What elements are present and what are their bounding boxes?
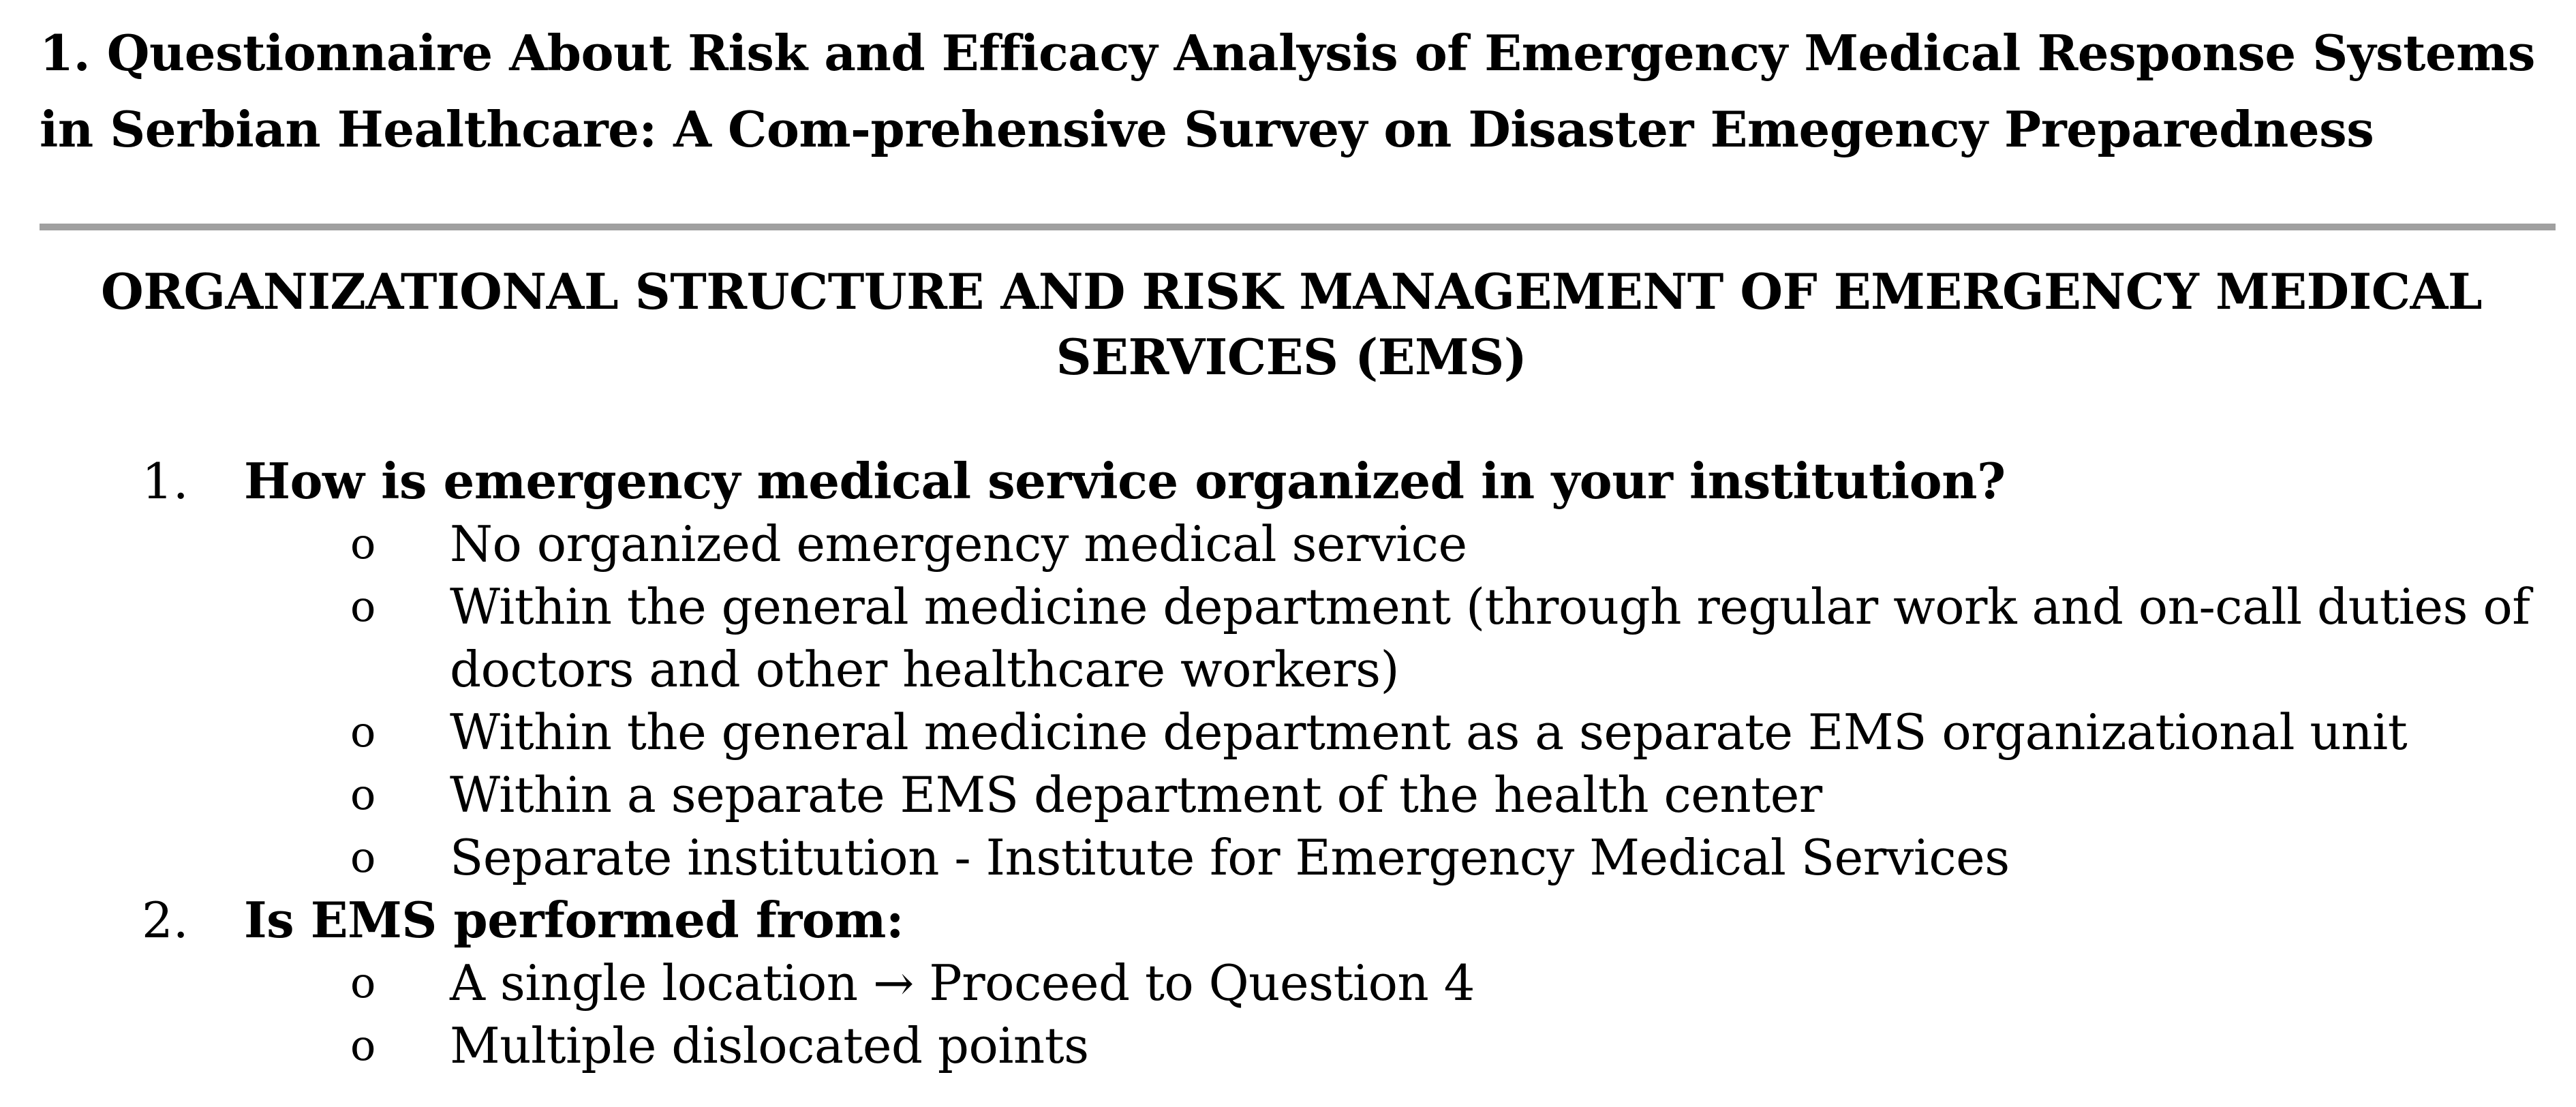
question-1 <box>0 450 2576 513</box>
option-label: A single location → Proceed to Question 4 <box>450 954 1475 1012</box>
option-label: No organized emergency medical service <box>450 515 1467 573</box>
option-label: Separate institution - Institute for Emergency Medical Services <box>450 829 2010 886</box>
radio-circle-icon: o <box>350 581 376 631</box>
document-title: 1. Questionnaire About Risk and Efficacy Analysis of Emergency Medical Response Systems in Serbian Healthcare: A Com-prehensive Survey on Disaster Emegency Preparedness <box>40 24 2535 158</box>
option-item[interactable] <box>0 575 2576 701</box>
radio-circle-icon: o <box>350 958 376 1007</box>
question-list <box>0 450 2576 1077</box>
option-label: Within the general medicine department (through regular work and on-call duties of doctors and other healthcare workers) <box>450 578 2530 698</box>
option-label: Multiple dislocated points <box>450 1017 1089 1074</box>
radio-circle-icon: o <box>350 707 376 757</box>
question-number: 2. <box>142 892 189 949</box>
option-item[interactable] <box>0 1014 2576 1077</box>
radio-circle-icon: o <box>350 1020 376 1070</box>
radio-circle-icon: o <box>350 519 376 568</box>
section-heading: ORGANIZATIONAL STRUCTURE AND RISK MANAGEMENT OF EMERGENCY MEDICAL SERVICES (EMS) <box>101 262 2482 386</box>
question-2 <box>0 889 2576 952</box>
option-label: Within a separate EMS department of the health center <box>450 766 1822 823</box>
option-item[interactable] <box>0 763 2576 826</box>
option-label: Within the general medicine department as a separate EMS organizational unit <box>450 703 2408 761</box>
title-divider <box>40 224 2556 230</box>
option-item[interactable] <box>0 701 2576 763</box>
question-text: Is EMS performed from: <box>244 891 904 949</box>
radio-circle-icon: o <box>350 832 376 882</box>
question-text: How is emergency medical service organized in your institution? <box>244 452 2006 510</box>
option-item[interactable] <box>0 952 2576 1014</box>
option-item[interactable] <box>0 826 2576 889</box>
radio-circle-icon: o <box>350 770 376 819</box>
question-number: 1. <box>142 453 189 510</box>
option-item[interactable] <box>0 513 2576 575</box>
